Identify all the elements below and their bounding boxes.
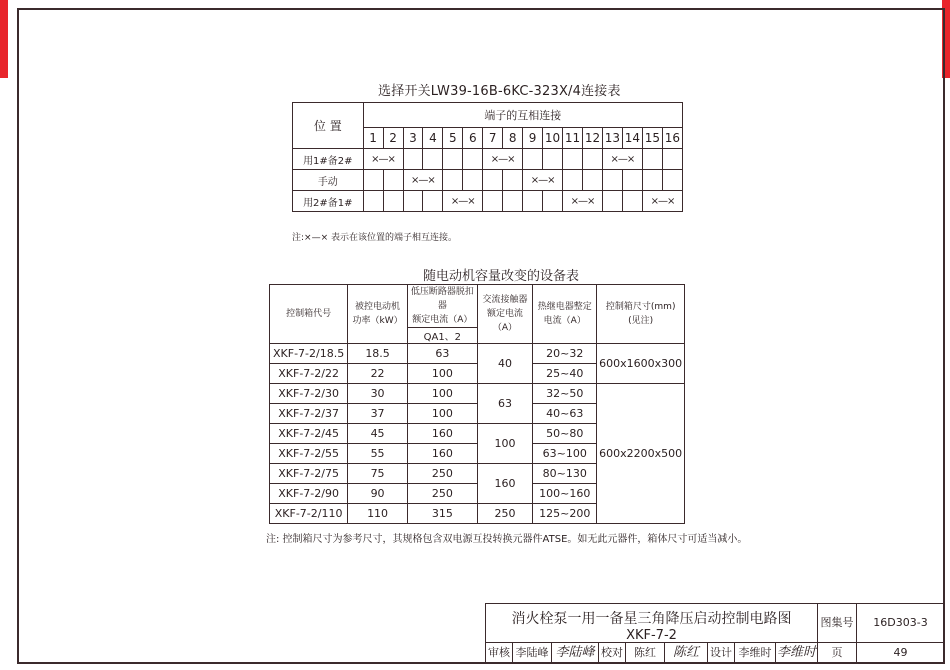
terminal-number: 5 — [443, 128, 463, 149]
header-breaker — [407, 285, 477, 328]
empty-cell — [582, 149, 602, 170]
switch-row — [293, 191, 683, 212]
terminal-number: 3 — [403, 128, 423, 149]
connection-mark: ×—× — [403, 170, 443, 191]
designer-signature: 李维时 — [776, 645, 816, 660]
connection-mark: ×—× — [563, 191, 603, 212]
breaker-current: 63 — [407, 344, 477, 364]
terminal-number: 1 — [363, 128, 383, 149]
equipment-row — [270, 344, 685, 364]
empty-cell — [363, 170, 383, 191]
breaker-current: 160 — [407, 444, 477, 464]
empty-cell — [543, 149, 563, 170]
design-label: 设计 — [708, 643, 735, 663]
cabinet-code: XKF-7-2/90 — [270, 484, 348, 504]
empty-cell — [443, 149, 463, 170]
header-contactor: 交流接触器额定电流（A） — [477, 285, 532, 344]
box-size: 600x1600x300 — [597, 344, 685, 384]
breaker-current: 100 — [407, 384, 477, 404]
drawing-title-cell — [485, 603, 818, 643]
terminal-number: 9 — [523, 128, 543, 149]
breaker-current: 250 — [407, 464, 477, 484]
connection-mark: ×—× — [523, 170, 563, 191]
relay-setting: 100~160 — [533, 484, 597, 504]
relay-setting: 20~32 — [533, 344, 597, 364]
atlas-label: 图集号 — [817, 603, 857, 643]
relay-setting: 25~40 — [533, 364, 597, 384]
empty-cell — [443, 170, 463, 191]
equipment-row — [270, 384, 685, 404]
relay-setting: 40~63 — [533, 404, 597, 424]
empty-cell — [483, 170, 503, 191]
motor-power: 45 — [348, 424, 408, 444]
empty-cell — [642, 149, 662, 170]
cabinet-code: XKF-7-2/55 — [270, 444, 348, 464]
relay-setting: 80~130 — [533, 464, 597, 484]
terminal-header: 端子的互相连接 — [363, 103, 682, 128]
motor-power: 55 — [348, 444, 408, 464]
edge-marker-top — [0, 0, 8, 78]
motor-power: 18.5 — [348, 344, 408, 364]
empty-cell — [642, 170, 662, 191]
breaker-current: 250 — [407, 484, 477, 504]
header-breaker-line2: 额定电流（A） — [412, 315, 473, 325]
terminal-number: 7 — [483, 128, 503, 149]
header-box-size: 控制箱尺寸(mm)(见注) — [597, 285, 685, 344]
page-number: 49 — [856, 642, 945, 664]
empty-cell — [363, 191, 383, 212]
motor-power: 22 — [348, 364, 408, 384]
header-relay: 热继电器整定电流（A） — [533, 285, 597, 344]
empty-cell — [543, 191, 563, 212]
motor-power: 75 — [348, 464, 408, 484]
empty-cell — [602, 170, 622, 191]
connection-mark: ×—× — [443, 191, 483, 212]
reviewer-signature: 李陆峰 — [552, 643, 599, 663]
terminal-number: 15 — [642, 128, 662, 149]
terminal-number: 4 — [423, 128, 443, 149]
drawing-subtitle: XKF-7-2 — [626, 628, 677, 643]
empty-cell — [602, 191, 622, 212]
cabinet-code: XKF-7-2/30 — [270, 384, 348, 404]
relay-setting: 63~100 — [533, 444, 597, 464]
contactor-current: 63 — [477, 384, 532, 424]
empty-cell — [463, 170, 483, 191]
cabinet-code: XKF-7-2/18.5 — [270, 344, 348, 364]
connection-mark: ×—× — [483, 149, 523, 170]
empty-cell — [483, 191, 503, 212]
switch-table-note: 注:×—× 表示在该位置的端子相互连接。 — [292, 233, 457, 243]
terminal-number: 14 — [622, 128, 642, 149]
switch-position-label: 手动 — [293, 170, 364, 191]
designer-name: 李维时 — [735, 643, 776, 663]
contactor-current: 160 — [477, 464, 532, 504]
empty-cell — [423, 191, 443, 212]
cabinet-code: XKF-7-2/75 — [270, 464, 348, 484]
signature-row — [485, 642, 818, 664]
empty-cell — [383, 191, 403, 212]
empty-cell — [582, 170, 602, 191]
motor-power: 30 — [348, 384, 408, 404]
motor-power: 110 — [348, 504, 408, 524]
review-label: 审核 — [486, 643, 513, 663]
switch-row — [293, 170, 683, 191]
empty-cell — [503, 170, 523, 191]
empty-cell — [423, 149, 443, 170]
terminal-number: 11 — [563, 128, 583, 149]
terminal-number: 2 — [383, 128, 403, 149]
empty-cell — [523, 191, 543, 212]
contactor-current: 250 — [477, 504, 532, 524]
equipment-table-title: 随电动机容量改变的设备表 — [423, 269, 580, 284]
title-block — [485, 603, 945, 664]
terminal-number: 6 — [463, 128, 483, 149]
switch-table-title: 选择开关LW39-16B-6KC-323X/4连接表 — [378, 84, 621, 99]
cabinet-code: XKF-7-2/45 — [270, 424, 348, 444]
header-cabinet-code: 控制箱代号 — [270, 285, 348, 344]
checker-signature: 陈红 — [665, 643, 708, 663]
cabinet-code: XKF-7-2/22 — [270, 364, 348, 384]
relay-setting: 50~80 — [533, 424, 597, 444]
reviewer-name: 李陆峰 — [513, 643, 552, 663]
position-header: 位 置 — [293, 103, 364, 149]
breaker-current: 315 — [407, 504, 477, 524]
switch-position-label: 用2#备1# — [293, 191, 364, 212]
empty-cell — [563, 170, 583, 191]
empty-cell — [662, 149, 682, 170]
header-motor-power: 被控电动机功率（kW） — [348, 285, 408, 344]
box-size: 600x2200x500 — [597, 384, 685, 524]
breaker-current: 100 — [407, 404, 477, 424]
checker-name: 陈红 — [626, 643, 665, 663]
terminal-number: 10 — [543, 128, 563, 149]
empty-cell — [383, 170, 403, 191]
check-label: 校对 — [599, 643, 626, 663]
empty-cell — [503, 191, 523, 212]
switch-row — [293, 149, 683, 170]
motor-power: 90 — [348, 484, 408, 504]
drawing-title: 消火栓泵一用一备星三角降压启动控制电路图 — [511, 611, 792, 627]
page-label: 页 — [817, 642, 857, 664]
empty-cell — [622, 191, 642, 212]
relay-setting: 125~200 — [533, 504, 597, 524]
terminal-number: 13 — [602, 128, 622, 149]
equipment-table-note: 注: 控制箱尺寸为参考尺寸，其规格包含双电源互投转换元器件ATSE。如无此元器件，箱体尺寸可适当减小。 — [266, 534, 748, 545]
empty-cell — [463, 149, 483, 170]
contactor-current: 100 — [477, 424, 532, 464]
cabinet-code: XKF-7-2/110 — [270, 504, 348, 524]
terminal-number: 8 — [503, 128, 523, 149]
motor-power: 37 — [348, 404, 408, 424]
switch-position-label: 用1#备2# — [293, 149, 364, 170]
terminal-number: 12 — [582, 128, 602, 149]
header-breaker-sub: QA1、2 — [407, 328, 477, 344]
empty-cell — [523, 149, 543, 170]
cabinet-code: XKF-7-2/37 — [270, 404, 348, 424]
connection-mark: ×—× — [602, 149, 642, 170]
equipment-table — [269, 284, 685, 524]
empty-cell — [403, 191, 423, 212]
atlas-number: 16D303-3 — [856, 603, 945, 643]
terminal-number: 16 — [662, 128, 682, 149]
connection-mark: ×—× — [642, 191, 682, 212]
empty-cell — [403, 149, 423, 170]
switch-table — [292, 102, 683, 212]
empty-cell — [662, 170, 682, 191]
empty-cell — [563, 149, 583, 170]
breaker-current: 100 — [407, 364, 477, 384]
connection-mark: ×—× — [363, 149, 403, 170]
header-breaker-line1: 低压断路器脱扣器 — [410, 287, 474, 311]
contactor-current: 40 — [477, 344, 532, 384]
empty-cell — [622, 170, 642, 191]
relay-setting: 32~50 — [533, 384, 597, 404]
breaker-current: 160 — [407, 424, 477, 444]
